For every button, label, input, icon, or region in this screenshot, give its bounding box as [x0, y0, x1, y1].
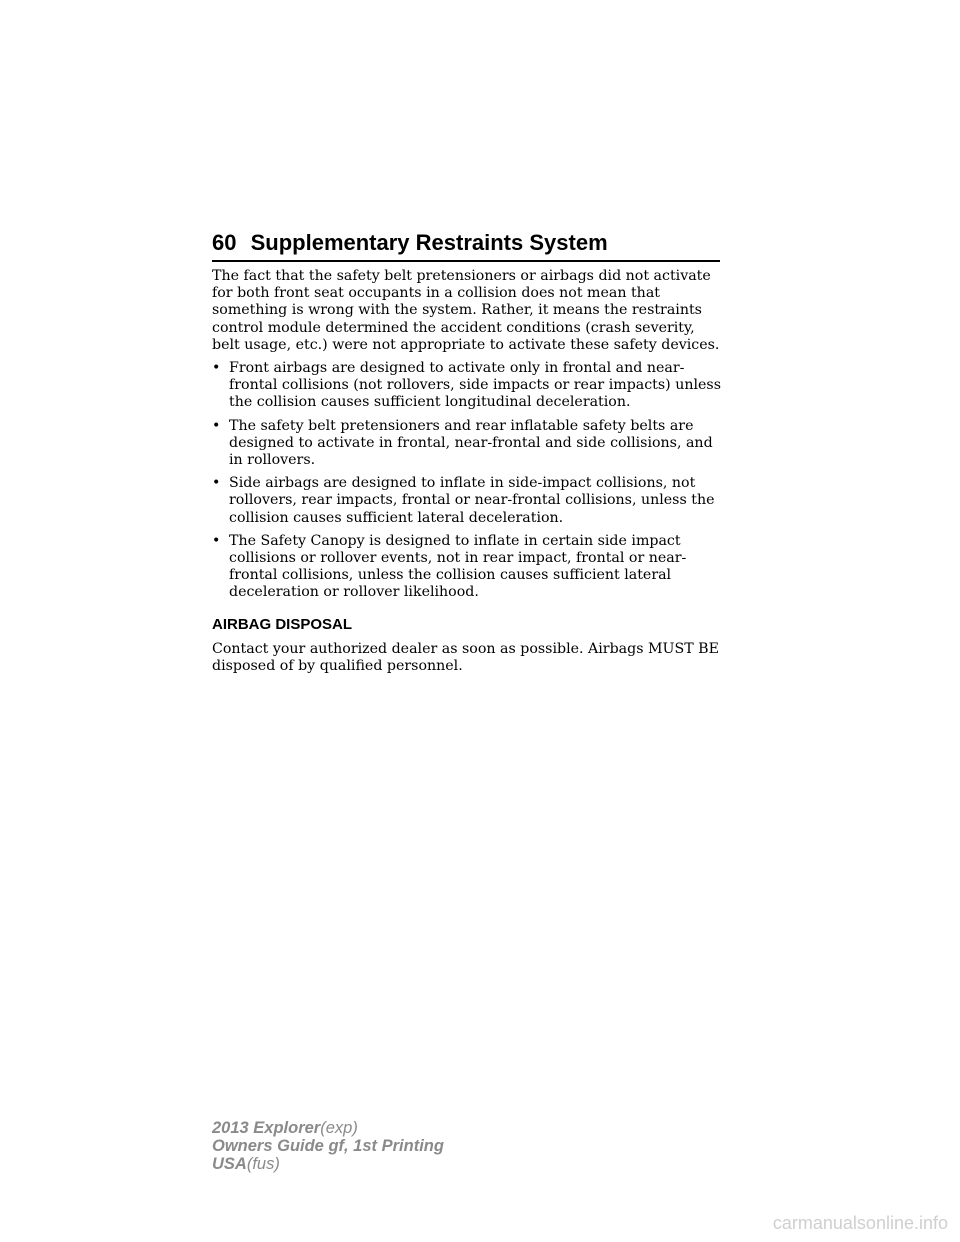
site-watermark: carmanualsonline.info: [772, 1213, 948, 1233]
page-header: [212, 228, 720, 262]
bullet-text: Side airbags are designed to inflate in side-impact collisions, not rollovers, rear impacts, frontal or near-frontal collisions, unless the collision causes sufficient lateral deceleration.: [229, 475, 715, 526]
bullet-text: The Safety Canopy is designed to inflate in certain side impact collisions or rollover events, not in rear impact, frontal or near-frontal collisions, unless the collision causes sufficient lateral deceleration or rollover likelihood.: [229, 532, 687, 601]
footer-guide: Owners Guide gf, 1st Printing: [212, 1137, 444, 1155]
footer-model-code: (exp): [320, 1119, 358, 1137]
footer-market: USA: [212, 1155, 247, 1173]
bullet-item-front-airbags: [212, 360, 724, 412]
footer-line-guide: [212, 1137, 444, 1155]
bullet-icon: •: [212, 532, 221, 549]
bullet-text: Front airbags are designed to activate only in frontal and near-frontal collisions (not rollovers, side impacts or rear impacts) unless the collision causes sufficient longitudinal deceleration.: [229, 360, 721, 411]
bullet-icon: •: [212, 417, 221, 434]
intro-paragraph: The fact that the safety belt pretensioners or airbags did not activate for both front seat occupants in a collision does not mean that something is wrong with the system. Rather, it means the restraints control module determined the accident conditions (crash severity, belt usage, etc.) were not appropriate to activate these safety devices.: [212, 268, 720, 353]
bullet-list: [212, 360, 724, 602]
bullet-item-safety-canopy: [212, 533, 724, 602]
bullet-icon: •: [212, 475, 221, 492]
bullet-item-side-airbags: [212, 475, 724, 527]
footer-line-model: [212, 1119, 444, 1137]
footer-model: 2013 Explorer: [212, 1119, 321, 1137]
section-title: Supplementary Restraints System: [250, 230, 608, 255]
page-number: 60: [212, 230, 237, 255]
body-text: [212, 268, 724, 681]
bullet-item-pretensioners: [212, 418, 724, 470]
airbag-disposal-heading: AIRBAG DISPOSAL: [212, 615, 353, 633]
bullet-text: The safety belt pretensioners and rear inflatable safety belts are designed to activate in frontal, near-frontal and side collisions, and in rollovers.: [229, 417, 713, 469]
footer-market-code: (fus): [246, 1155, 280, 1173]
disposal-paragraph: Contact your authorized dealer as soon as possible. Airbags MUST BE disposed of by qualified personnel.: [212, 640, 719, 674]
footer-line-market: [212, 1155, 444, 1173]
document-footer: [212, 1119, 444, 1173]
bullet-icon: •: [212, 360, 221, 377]
